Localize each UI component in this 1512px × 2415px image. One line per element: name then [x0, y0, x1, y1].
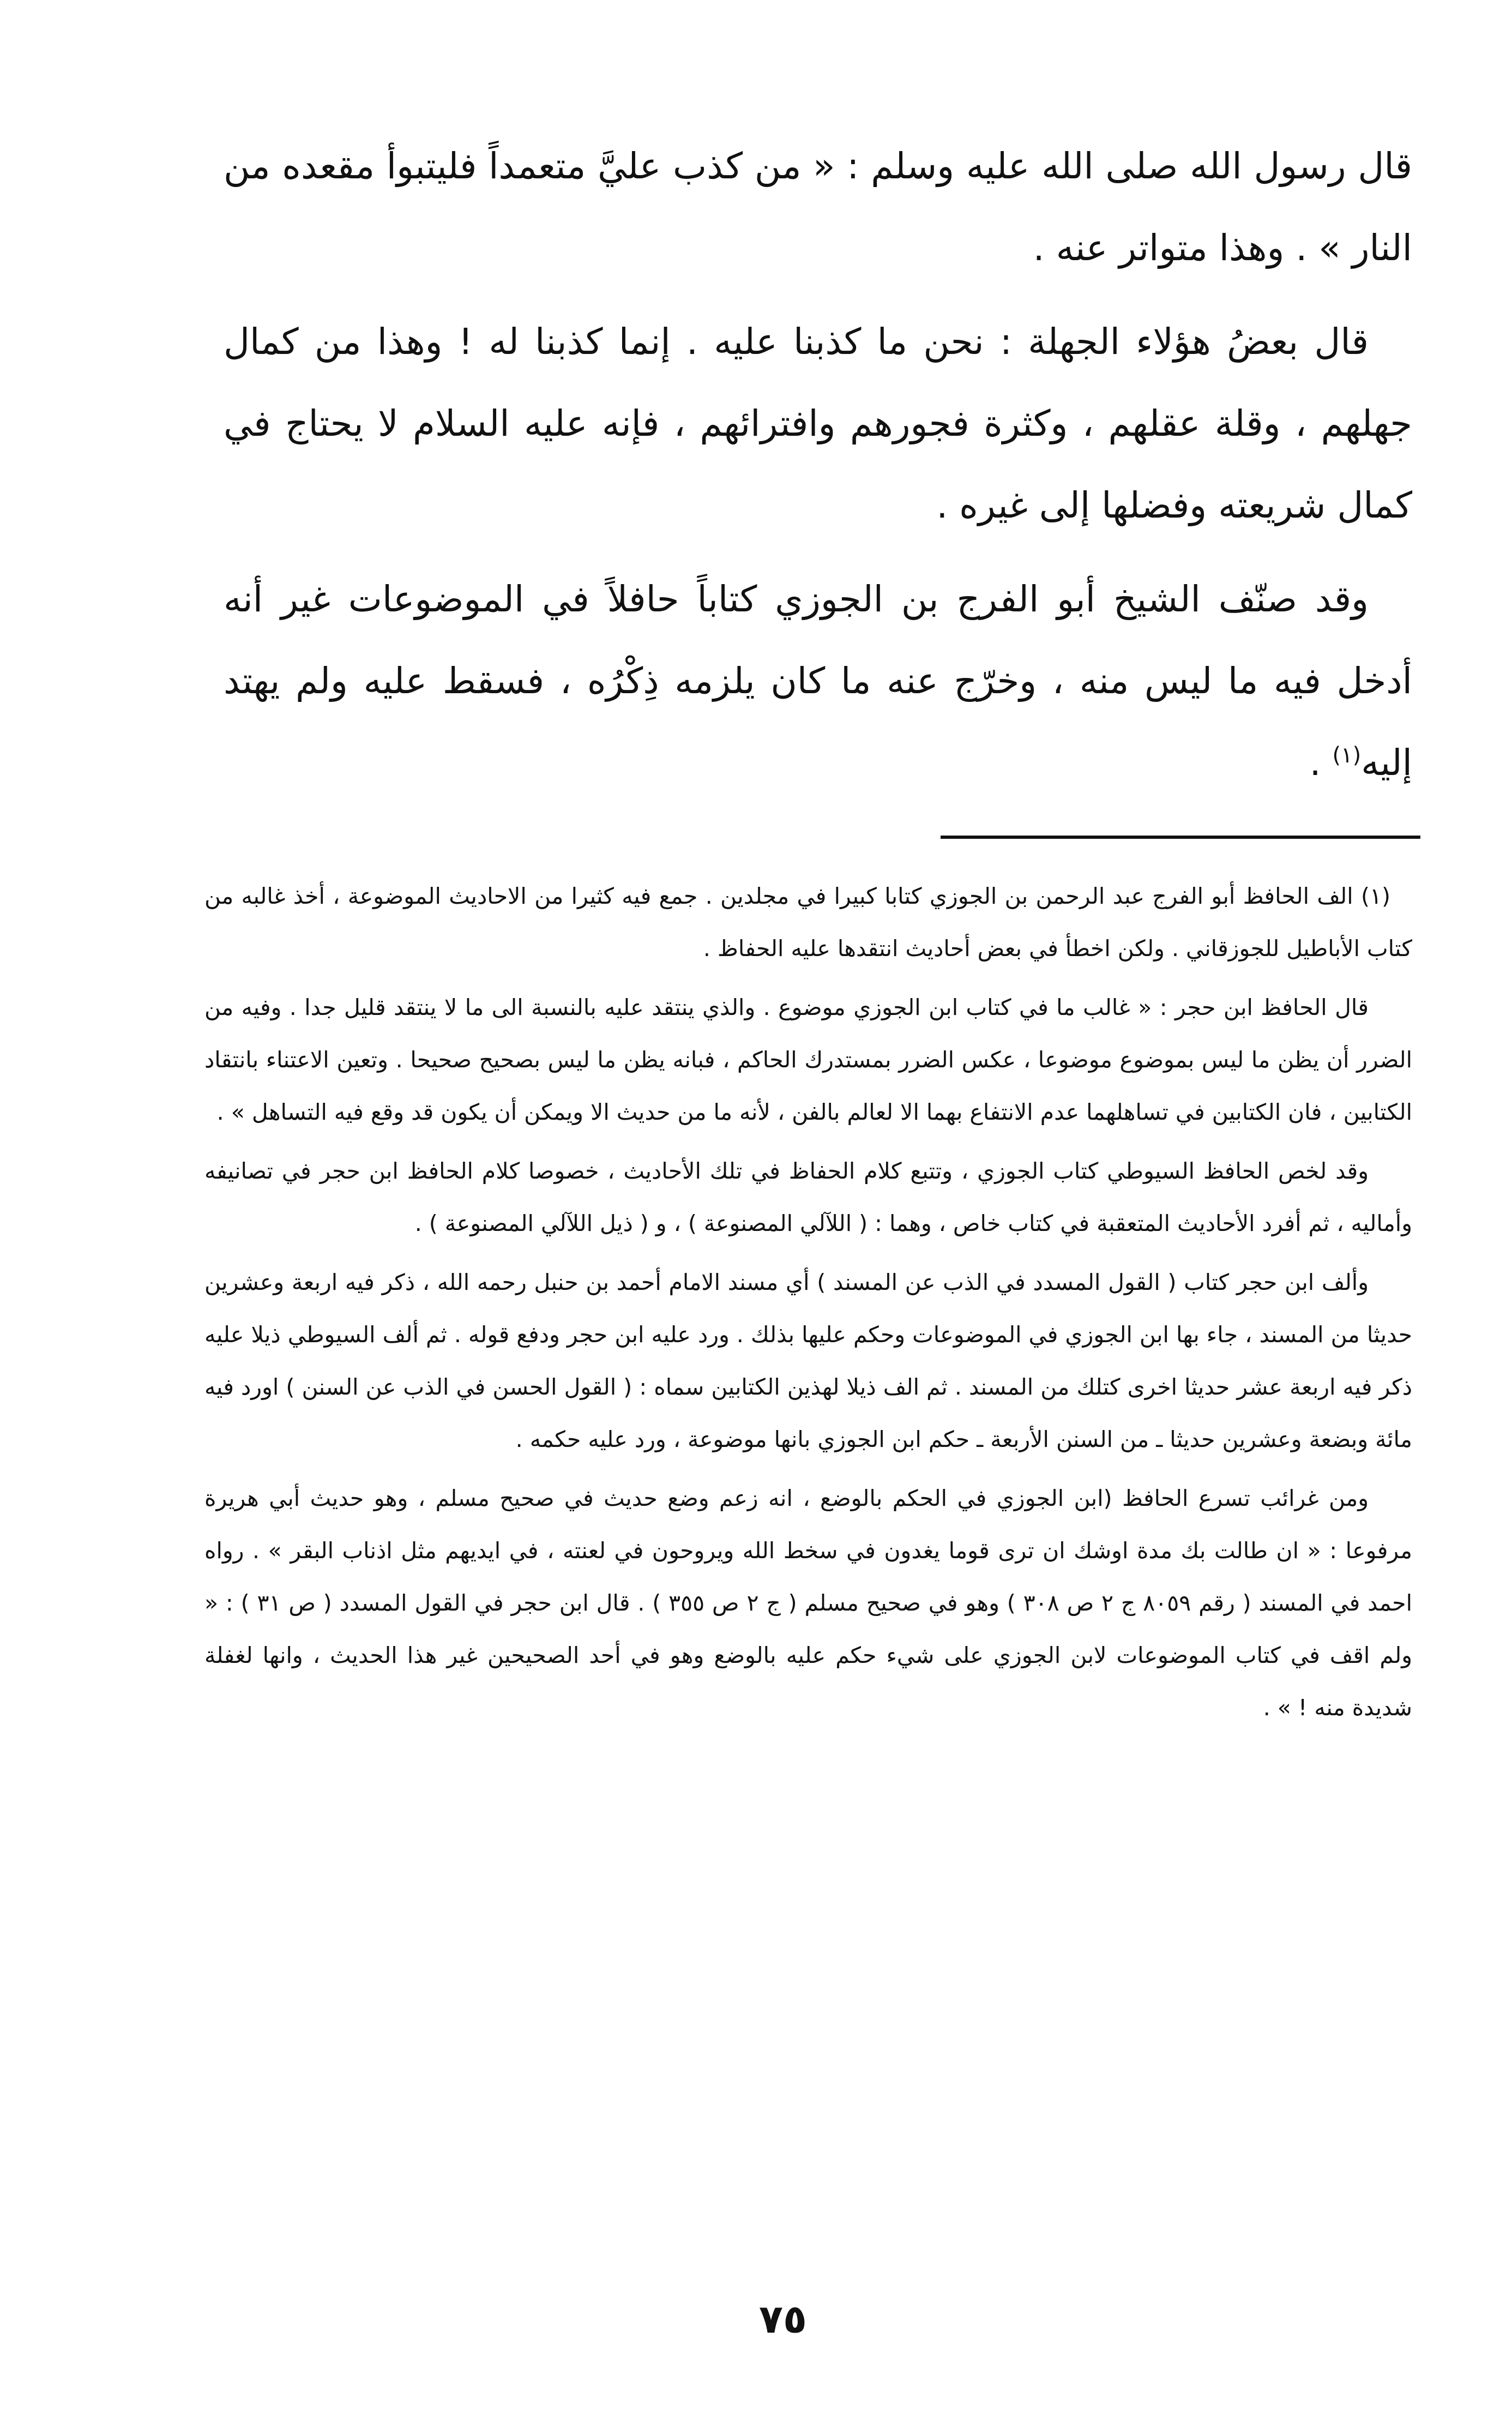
footnote-paragraph-5: ومن غرائب تسرع الحافظ (ابن الجوزي في الحكم بالوضع ، انه زعم وضع حديث في صحيح مسلم ، وهو حديث أبي هريرة مرفوعا : « ان طالت بك مدة اوشك ان ترى قوما يغدون في سخط الله ويروحون في لعنته ، في ايديهم مثل اذناب البقر » . رواه احمد في المسند ( رقم ٨٠٥٩ ج ٢ ص ٣٠٨ ) وهو في صحيح مسلم ( ج ٢ ص ٣٥٥ ) . قال ابن حجر في القول المسدد ( ص ٣١ ) : « ولم اقف في كتاب الموضوعات لابن الجوزي على شيء حكم عليه بالوضع وهو في أحد الصحيحين غير هذا الحديث ، وانها لغفلة شديدة منه ! » .: [204, 1485, 1413, 1721]
page-number: ٧٥: [759, 2296, 807, 2342]
main-paragraph-3-text: وقد صنّف الشيخ أبو الفرج بن الجوزي كتاباً حافلاً في الموضوعات غير أنه أدخل فيه ما ليس منه ، وخرّج عنه ما كان يلزمه ذِكْرُه ، فسقط عليه ولم يهتد إليه: [224, 578, 1412, 784]
footnote-paragraph-2: قال الحافظ ابن حجر : « غالب ما في كتاب ابن الجوزي موضوع . والذي ينتقد عليه بالنسبة الى ما لا ينتقد قليل جدا . وفيه من الضرر أن يظن ما ليس بموضوع موضوعا ، عكس الضرر بمستدرك الحاكم ، فبانه يظن ما ليس بصحيح صحيحا . وتعين الاعتناء بانتقاد الكتابين ، فان الكتابين في تساهلهما عدم الانتفاع بهما الا لعالم بالفن ، لأنه ما من حديث الا ويمكن أن يكون قد وقع فيه التساهل » .: [204, 994, 1412, 1125]
main-text: [224, 125, 1412, 816]
main-paragraph-3-end: .: [1309, 742, 1333, 784]
footnote-separator: [941, 836, 1420, 839]
footnote-paragraph-4: وألف ابن حجر كتاب ( القول المسدد في الذب عن المسند ) أي مسند الامام أحمد بن حنبل رحمه الله ، ذكر فيه اربعة وعشرين حديثا من المسند ، جاء بها ابن الجوزي في الموضوعات وحكم عليها بذلك . ورد عليه ابن حجر ودفع قوله . ثم ألف السيوطي ذيلا عليه ذكر فيه اربعة عشر حديثا اخرى كتلك من المسند . ثم الف ذيلا لهذين الكتابين سماه : ( القول الحسن في الذب عن السنن ) اورد فيه مائة وبضعة وعشرين حديثا ـ من السنن الأربعة ـ حكم ابن الجوزي بانها موضوعة ، ورد عليه حكمه .: [204, 1269, 1412, 1452]
main-paragraph-2: قال بعضُ هؤلاء الجهلة : نحن ما كذبنا عليه . إنما كذبنا له ! وهذا من كمال جهلهم ، وقلة عقلهم ، وكثرة فجورهم وافترائهم ، فإنه عليه السلام لا يحتاج في كمال شريعته وفضلها إلى غيره .: [224, 321, 1412, 526]
footnote-1: (١) الف الحافظ أبو الفرج عبد الرحمن بن الجوزي كتابا كبيرا في مجلدين . جمع فيه كثيرا من الاحاديث الموضوعة ، أخذ غالبه من كتاب الأباطيل للجوزقاني . ولكن اخطأ في بعض أحاديث انتقدها عليه الحفاظ .: [204, 883, 1412, 962]
footnotes: [204, 870, 1412, 1740]
footnote-paragraph-3: وقد لخص الحافظ السيوطي كتاب الجوزي ، وتتبع كلام الحفاظ في تلك الأحاديث ، خصوصا كلام الحافظ ابن حجر في تصانيفه وأماليه ، ثم أفرد الأحاديث المتعقبة في كتاب خاص ، وهما : ( اللآلي المصنوعة ) ، و ( ذيل اللآلي المصنوعة ) .: [204, 1158, 1412, 1236]
main-paragraph-3: [224, 558, 1412, 804]
footnote-reference[interactable]: (١): [1332, 743, 1362, 768]
main-paragraph-1: قال رسول الله صلى الله عليه وسلم : « من كذب عليَّ متعمداً فليتبوأ مقعده من النار » . وهذا متواتر عنه .: [224, 145, 1412, 269]
